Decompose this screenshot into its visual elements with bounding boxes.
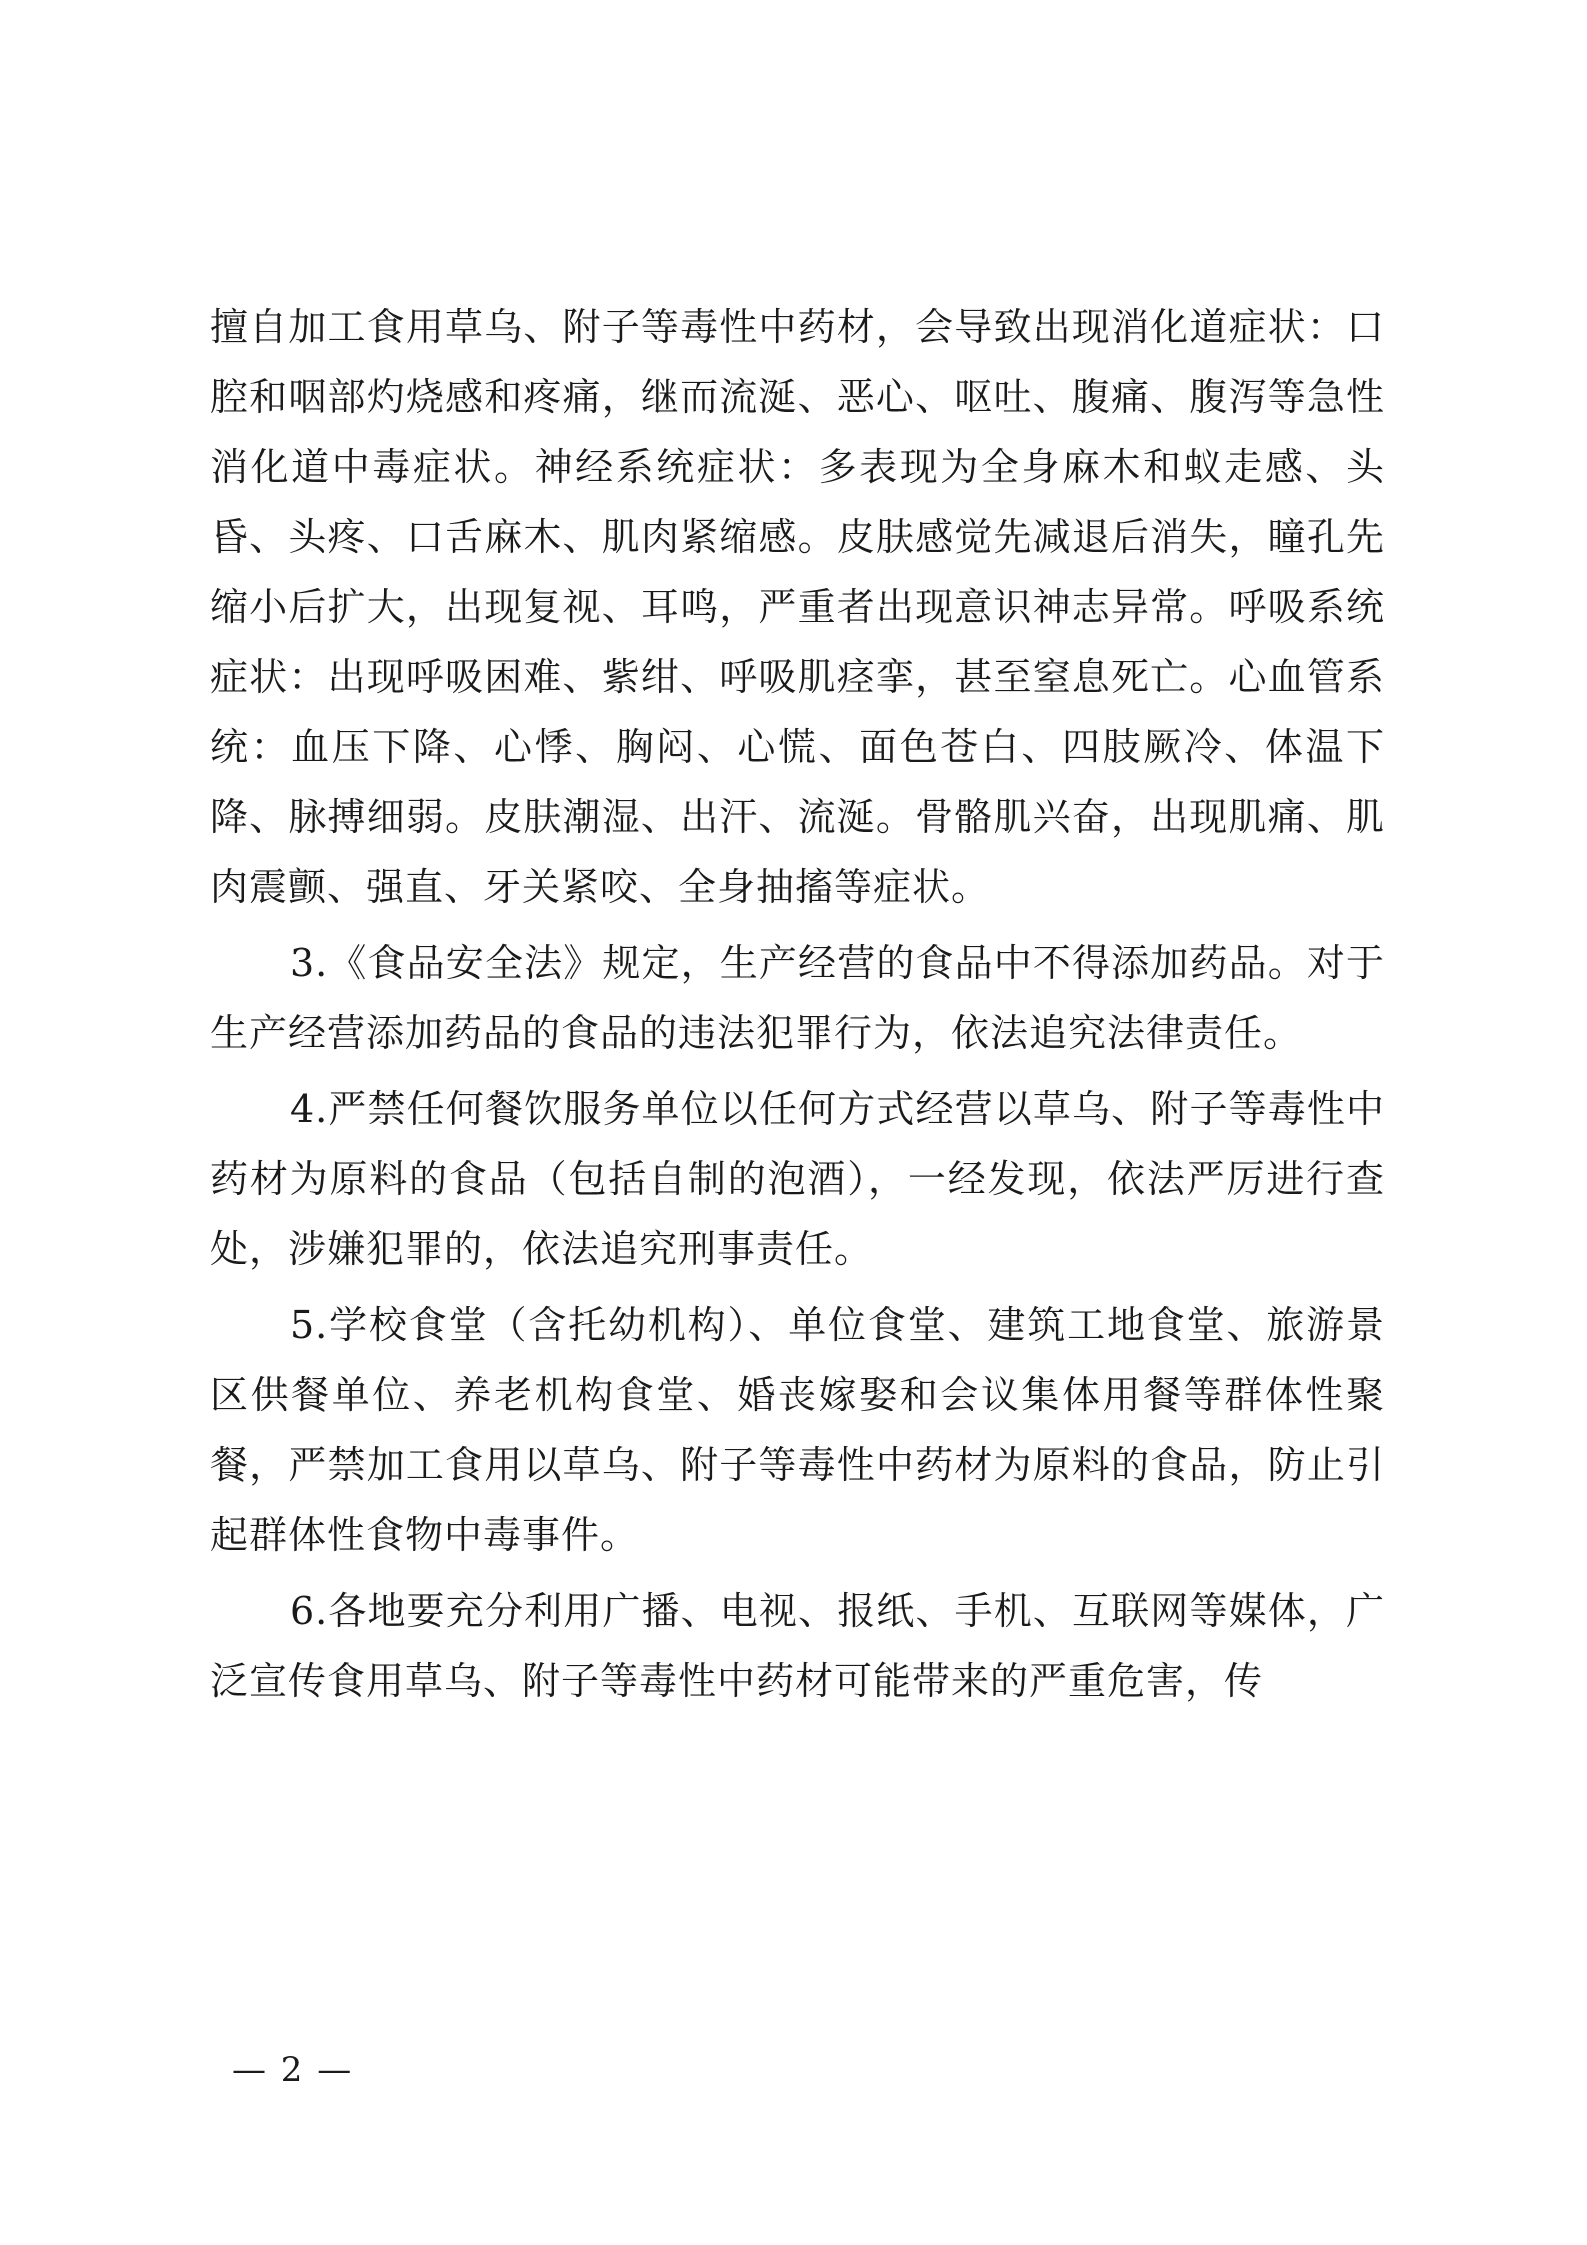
page-number: — 2 —: [232, 2050, 354, 2090]
paragraph-item-5: 5.学校食堂（含托幼机构）、单位食堂、建筑工地食堂、旅游景区供餐单位、养老机构食堂、婚丧嫁娶和会议集体用餐等群体性聚餐，严禁加工食用以草乌、附子等毒性中药材为原料的食品，防止引起群体性食物中毒事件。: [210, 1303, 1385, 1557]
paragraph-item-3: 3.《食品安全法》规定，生产经营的食品中不得添加药品。对于生产经营添加药品的食品的违法犯罪行为，依法追究法律责任。: [210, 941, 1385, 1055]
body-text: [210, 292, 1385, 1716]
paragraph-symptoms: 擅自加工食用草乌、附子等毒性中药材，会导致出现消化道症状：口腔和咽部灼烧感和疼痛，继而流涎、恶心、呕吐、腹痛、腹泻等急性消化道中毒症状。神经系统症状：多表现为全身麻木和蚁走感、头昏、头疼、口舌麻木、肌肉紧缩感。皮肤感觉先减退后消失，瞳孔先缩小后扩大，出现复视、耳鸣，严重者出现意识神志异常。呼吸系统症状：出现呼吸困难、紫绀、呼吸肌痉挛，甚至窒息死亡。心血管系统：血压下降、心悸、胸闷、心慌、面色苍白、四肢厥冷、体温下降、脉搏细弱。皮肤潮湿、出汗、流涎。骨骼肌兴奋，出现肌痛、肌肉震颤、强直、牙关紧咬、全身抽搐等症状。: [210, 305, 1385, 909]
paragraph-item-6: 6.各地要充分利用广播、电视、报纸、手机、互联网等媒体，广泛宣传食用草乌、附子等毒性中药材可能带来的严重危害，传: [210, 1589, 1385, 1703]
paragraph-item-4: 4.严禁任何餐饮服务单位以任何方式经营以草乌、附子等毒性中药材为原料的食品（包括自制的泡酒），一经发现，依法严厉进行查处，涉嫌犯罪的，依法追究刑事责任。: [210, 1087, 1385, 1271]
